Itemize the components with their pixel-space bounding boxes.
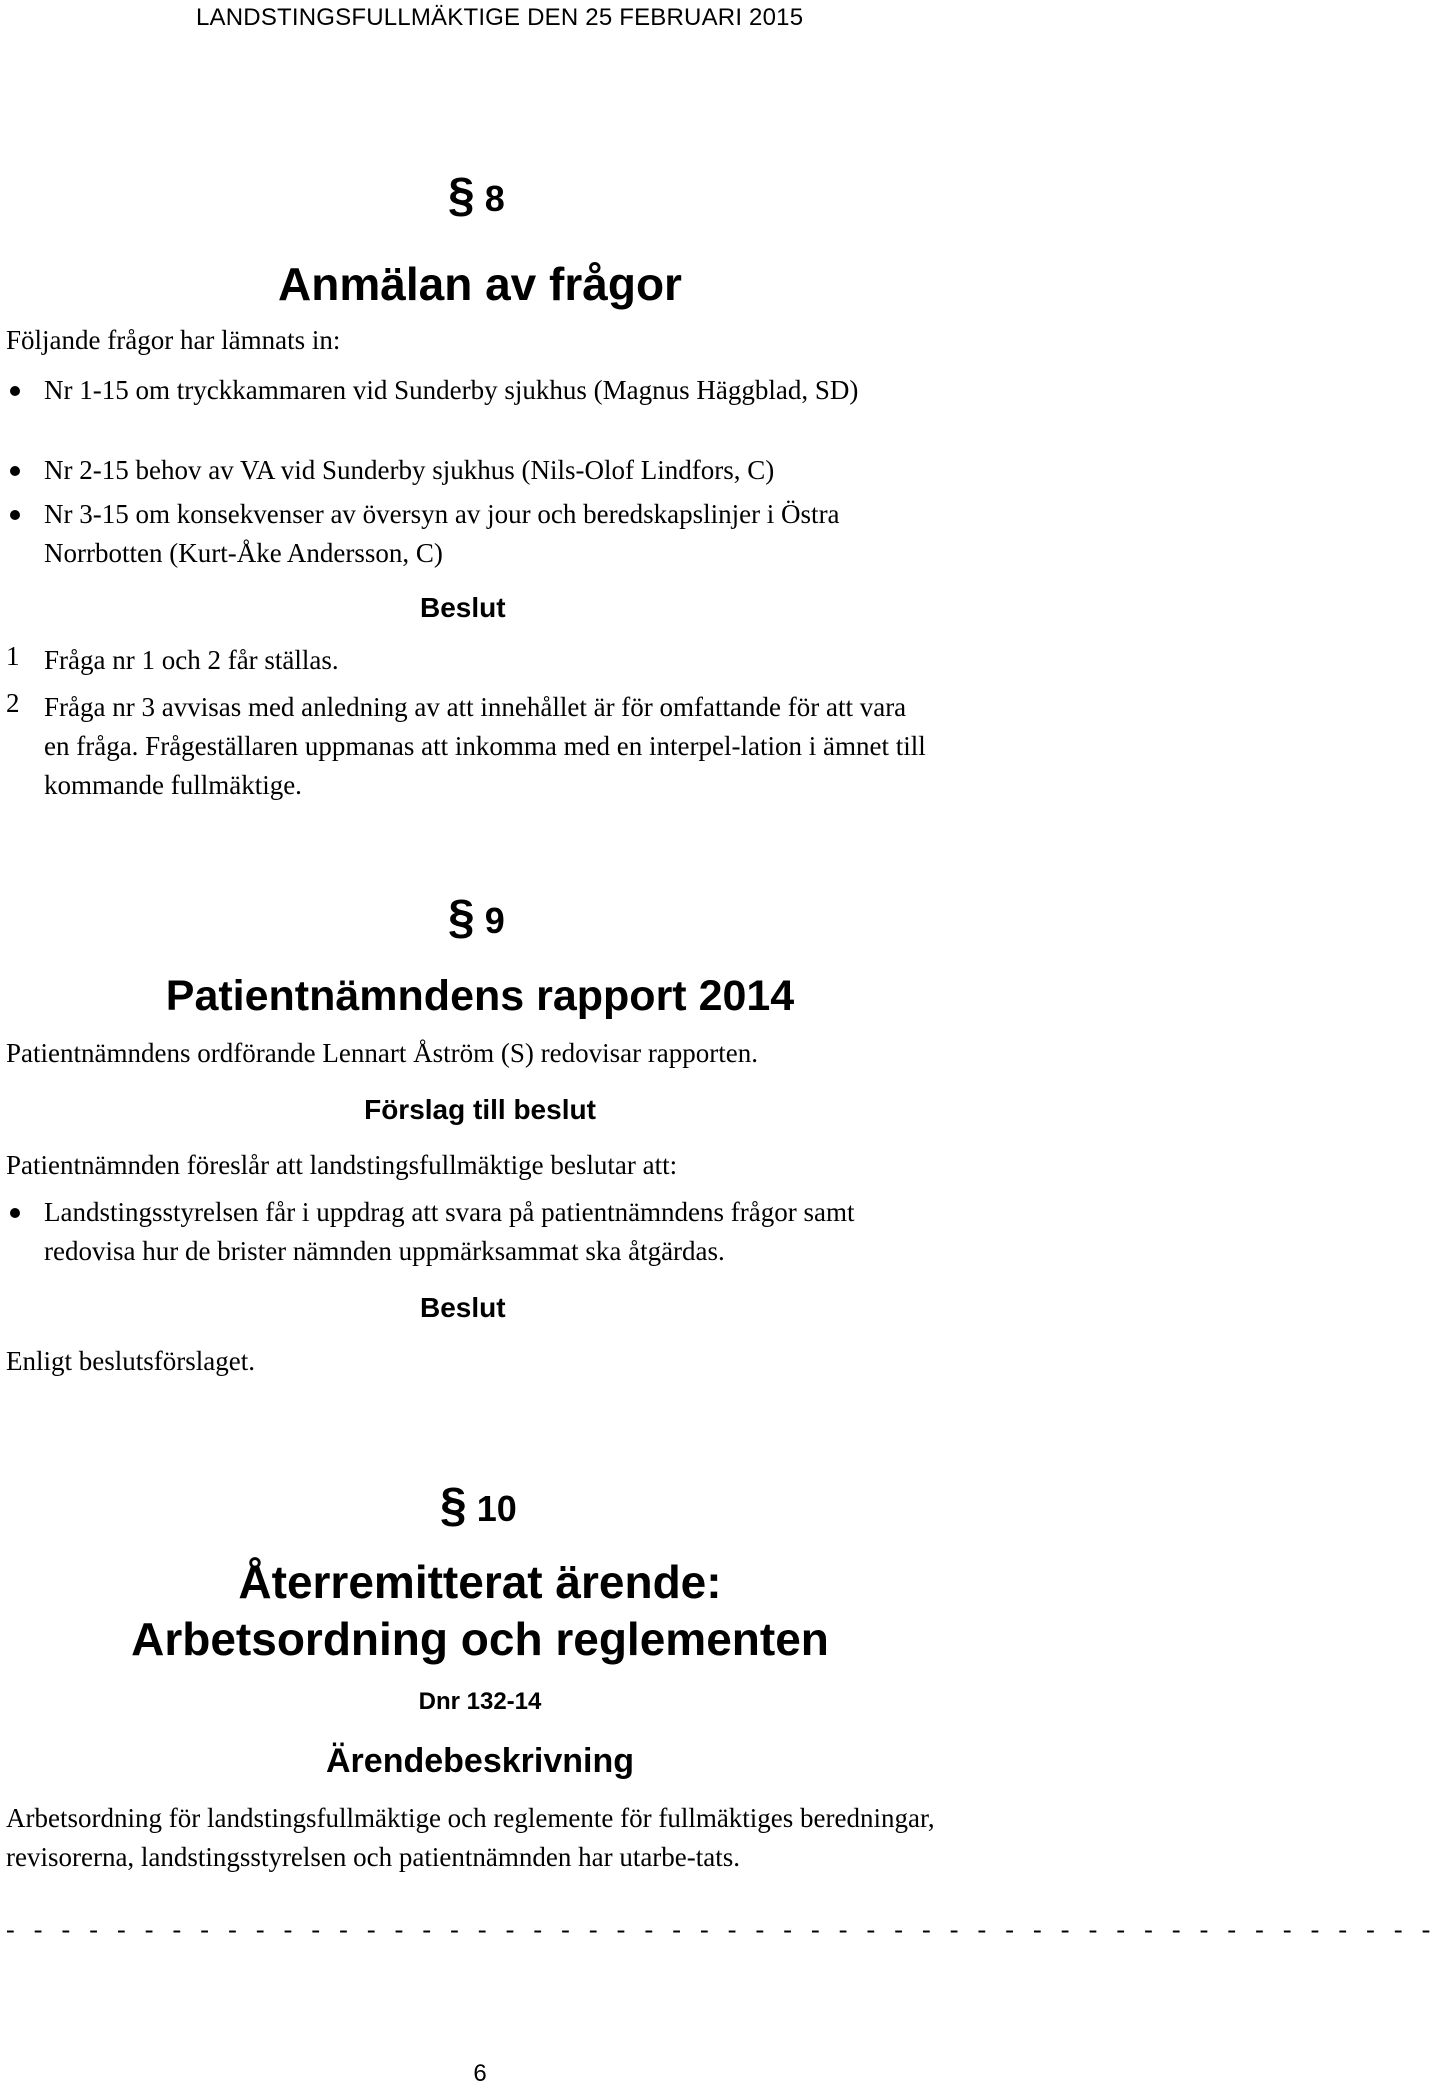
section-8-number [448,168,505,223]
section-9-decision-heading: Beslut [420,1292,506,1323]
section-9-title: Patientnämndens rapport 2014 [165,972,795,1020]
section-number: 8 [484,178,505,219]
dashed-separator: - - - - - - - - - - - - - - - - - - - - - - - - - - - - - - - - - - - - - - - - - - - - - - - - - - - - [6,1915,1437,1944]
decision-text: Fråga nr 3 avvisas med anledning av att innehållet är för omfattande för att vara en fråga. Frågeställaren uppmanas att inkomma med en interpel-lation i ämnet till kommande fullmäktige. [44,692,926,800]
list-item-text: Nr 3-15 om konsekvenser av översyn av jour och beredskapslinjer i Östra Norrbotten (Kurt-Åke Andersson, C) [44,499,840,568]
section-8-title: Anmälan av frågor [278,258,682,310]
decision-number: 2 [6,688,20,718]
paragraph-sign: § [440,1479,467,1532]
section-9-proposal-heading: Förslag till beslut [364,1094,596,1125]
section-10-title-line2: Arbetsordning och reglementen [131,1613,829,1665]
list-item-text: Landstingsstyrelsen får i uppdrag att svara på patientnämndens frågor samt redovisa hur de brister nämnden uppmärksammat ska åtgärdas. [44,1197,855,1266]
paragraph-sign: § [448,891,475,944]
page-number: 6 [473,2060,487,2087]
bullet-icon [10,466,20,476]
decision-number: 1 [6,641,20,671]
section-8-intro: Följande frågor har lämnats in: [6,325,341,355]
section-9-decision-text: Enligt beslutsförslaget. [6,1346,255,1376]
list-item-text: Nr 2-15 behov av VA vid Sunderby sjukhus (Nils-Olof Lindfors, C) [44,455,775,485]
bullet-icon [10,510,20,520]
section-10-title-line1: Återremitterat ärende: [238,1556,722,1608]
paragraph-sign: § [448,169,475,222]
case-number: Dnr 132-14 [418,1688,542,1715]
section-10-description-heading: Ärendebeskrivning [326,1742,634,1780]
bullet-icon [10,1208,20,1218]
section-8-decision-heading: Beslut [420,592,506,623]
section-10-number [440,1478,517,1533]
section-9-number [448,890,505,945]
section-9-intro: Patientnämndens ordförande Lennart Åström (S) redovisar rapporten. [6,1038,759,1068]
page-header: LANDSTINGSFULLMÄKTIGE DEN 25 FEBRUARI 2015 [196,4,804,31]
section-10-description: Arbetsordning för landstingsfullmäktige och reglemente för fullmäktiges beredningar, revisorerna, landstingsstyrelsen och patientnämnden har utarbe-tats. [6,1803,935,1872]
section-number: 10 [476,1488,517,1529]
decision-text: Fråga nr 1 och 2 får ställas. [44,645,339,675]
section-number: 9 [484,900,505,941]
list-item-text: Nr 1-15 om tryckkammaren vid Sunderby sjukhus (Magnus Häggblad, SD) [44,375,859,405]
section-9-proposal-intro: Patientnämnden föreslår att landstingsfullmäktige beslutar att: [6,1150,678,1180]
bullet-icon [10,386,20,396]
